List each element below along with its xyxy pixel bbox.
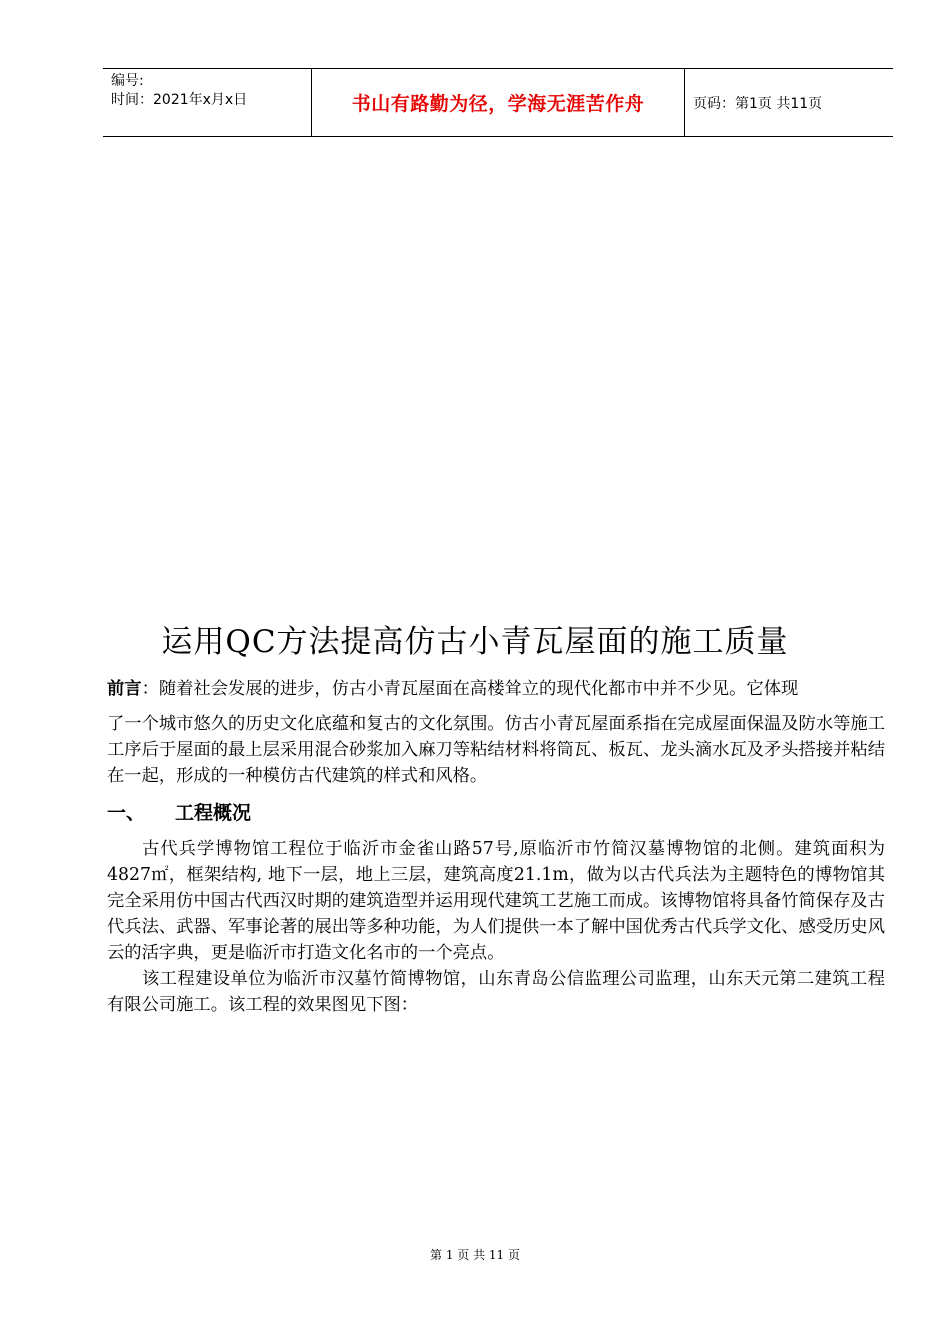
contractor-paragraph: 该工程建设单位为临沂市汉墓竹简博物馆，山东青岛公信监理公司监理，山东天元第二建筑工程有限公司施工。该工程的效果图见下图： [107,969,885,1015]
header-motto: 书山有路勤为径，学海无涯苦作舟 [312,69,685,136]
section-number: 一、 [107,802,146,824]
document-title: 运用QC方法提高仿古小青瓦屋面的施工质量 [161,624,789,660]
intro-rest-text: 了一个城市悠久的历史文化底蕴和复古的文化氛围。仿古小青瓦屋面系指在完成屋面保温及防水等施工工序后于屋面的最上层采用混合砂浆加入麻刀等粘结材料将筒瓦、板瓦、龙头滴水瓦及矛头搭接并粘结在一起，形成的一种模仿古代建筑的样式和风格。 [107,714,885,786]
section-heading [107,798,251,825]
intro-paragraph [107,676,885,789]
section-title: 工程概况 [175,802,252,824]
intro-first-line-text: ：随着社会发展的进步，仿古小青瓦屋面在高楼耸立的现代化都市中并不少见。它体现 [141,679,799,699]
overview-paragraph: 古代兵学博物馆工程位于临沂市金雀山路57号,原临沂市竹简汉墓博物馆的北侧。建筑面积为4827㎡，框架结构, 地下一层，地上三层，建筑高度21.1m，做为以古代兵法为主题特色的博物馆其完全采用仿中国古代西汉时期的建筑造型并运用现代建筑工艺施工而成。该博物馆将具备竹简保存及古代兵法、武器、军事论著的展出等多种功能，为人们提供一本了解中国优秀古代兵学文化、感受历史风云的活字典，更是临沂市打造文化名市的一个亮点。 [107,839,885,963]
number-label: 编号: [111,73,144,89]
header-page-info: 页码：第1页 共11页 [693,95,823,112]
header-meta [103,69,312,136]
intro-first-line [107,676,885,702]
intro-lead: 前言 [107,679,142,699]
time-label: 时间：2021年x月x日 [111,92,248,108]
page-footer: 第 1 页 共 11 页 [430,1248,520,1262]
document-header [103,68,893,137]
